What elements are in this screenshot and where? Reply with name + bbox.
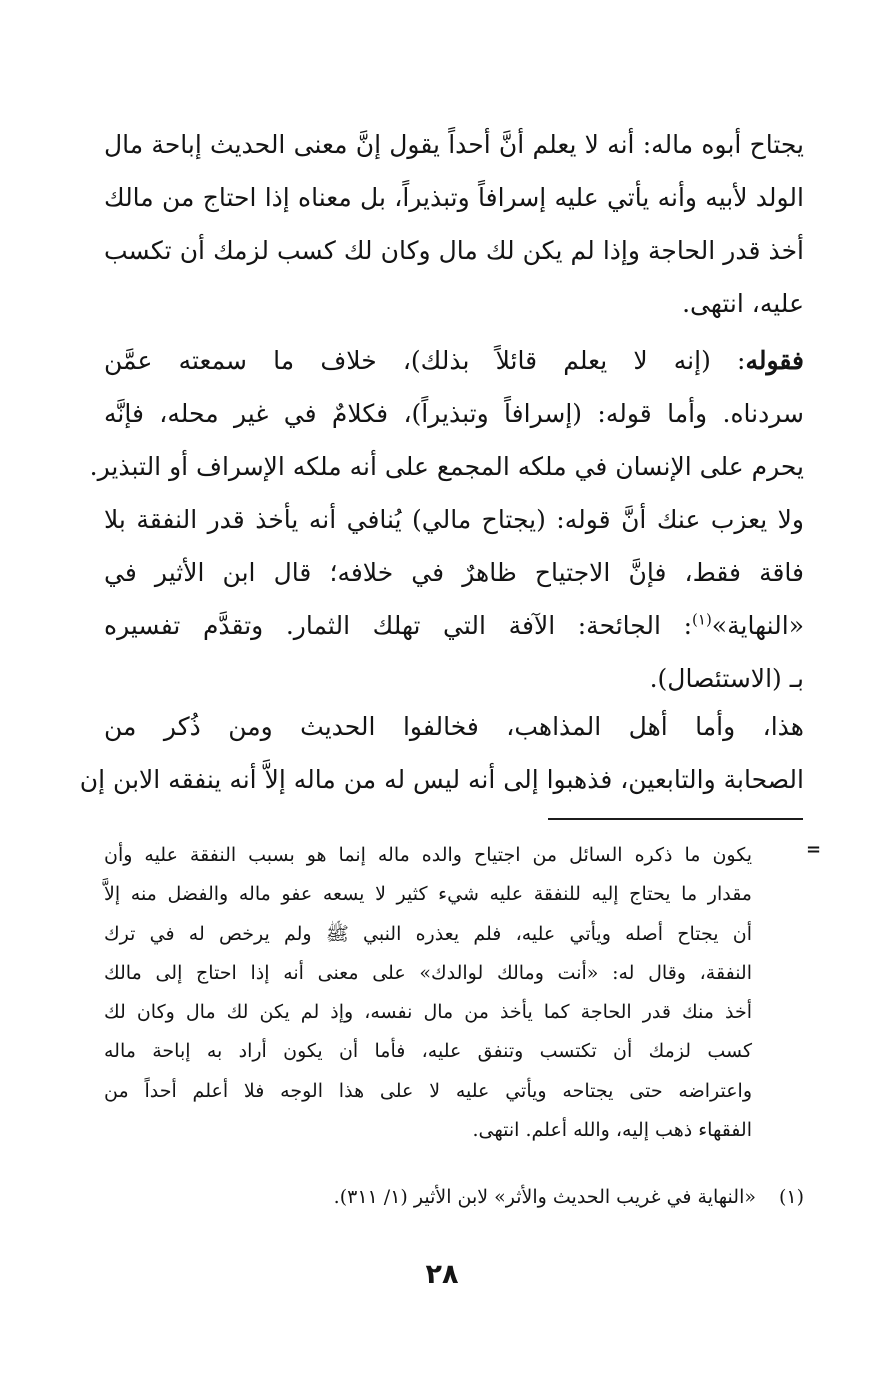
text-line: أخذ قدر الحاجة وإذا لم يكن لك مال وكان لك كسب لزمك أن تكسب [104, 236, 804, 265]
paragraph-1 [104, 118, 804, 330]
line-text: : (إنه لا يعلم قائلاً بذلك)، خلاف ما سمعته عمَّن [104, 346, 746, 375]
text-line [104, 334, 804, 387]
footnote-continued [104, 836, 752, 1150]
page-number: ٢٨ [425, 1259, 459, 1290]
paragraph-3 [79, 700, 804, 806]
text-line [104, 599, 804, 652]
text-line: فاقة فقط، فإنَّ الاجتياح ظاهرٌ في خلافه؛ قال ابن الأثير في [104, 558, 804, 587]
book-title: «النهاية» [711, 611, 804, 640]
text-line: الصحابة والتابعين، فذهبوا إلى أنه ليس له من ماله إلاَّ أنه ينفقه الابن إن [79, 765, 804, 794]
line-text: : الجائحة: الآفة التي تهلك الثمار. وتقدَّم تفسيره [104, 611, 693, 640]
footnote-line: أخذ منك قدر الحاجة كما يأخذ من مال نفسه، وإذ لم يكن لك مال وكان لك [104, 1001, 752, 1024]
text-line: الولد لأبيه وأنه يأتي عليه إسرافاً وتبذيراً، بل معناه إذا احتاج من مالك [104, 183, 804, 212]
footnote-1 [104, 1178, 804, 1217]
text-line: بـ (الاستئصال). [649, 664, 804, 693]
text-line: هذا، وأما أهل المذاهب، فخالفوا الحديث ومن ذُكر من [104, 712, 804, 741]
text-line: يحرم على الإنسان في ملكه المجمع على أنه ملكه الإسراف أو التبذير. [89, 452, 804, 481]
text-line: ولا يعزب عنك أنَّ قوله: (يجتاح مالي) يُنافي أنه يأخذ قدر النفقة بلا [104, 505, 804, 534]
text-line: سردناه. وأما قوله: (إسرافاً وتبذيراً)، فكلامٌ في غير محله، فإنَّه [104, 399, 804, 428]
footnote-line: واعتراضه حتى يجتاحه ويأتي عليه لا على هذا الوجه فلا أعلم أحداً من [104, 1079, 752, 1102]
footnote-line: كسب لزمك أن تكتسب وتنفق عليه، فأما أن يكون أراد به إباحة ماله [104, 1040, 752, 1063]
footnote-line: أن يجتاح أصله ويأتي عليه، فلم يعذره النبي ﷺ ولم يرخص له في ترك [104, 922, 752, 945]
text-line: عليه، انتهى. [682, 289, 804, 318]
paragraph-2 [89, 334, 804, 705]
footnote-line: النفقة، وقال له: «أنت ومالك لوالدك» على معنى أنه إذا احتاج إلى مالك [104, 961, 752, 984]
footnote-number: (١) [778, 1186, 804, 1208]
footnote-separator [548, 818, 803, 820]
footnote-line: يكون ما ذكره السائل من اجتياح والده ماله إنما هو بسبب النفقة عليه وأن [104, 844, 752, 866]
footnote-text: «النهاية في غريب الحديث والأثر» لابن الأثير (١/ ٣١١). [333, 1186, 756, 1208]
lead-word: فقوله [745, 346, 804, 375]
text-line: يجتاح أبوه ماله: أنه لا يعلم أنَّ أحداً يقول إنَّ معنى الحديث إباحة مال [104, 130, 804, 159]
footnote-line: مقدار ما يحتاج إليه للنفقة عليه شيء كثير لا يسعه عفو ماله والفضل منه إلاَّ [104, 883, 752, 906]
footnote-line: الفقهاء ذهب إليه، والله أعلم. انتهى. [472, 1119, 752, 1142]
footnote-reference: (١) [692, 610, 712, 629]
continuation-mark: = [806, 839, 822, 860]
